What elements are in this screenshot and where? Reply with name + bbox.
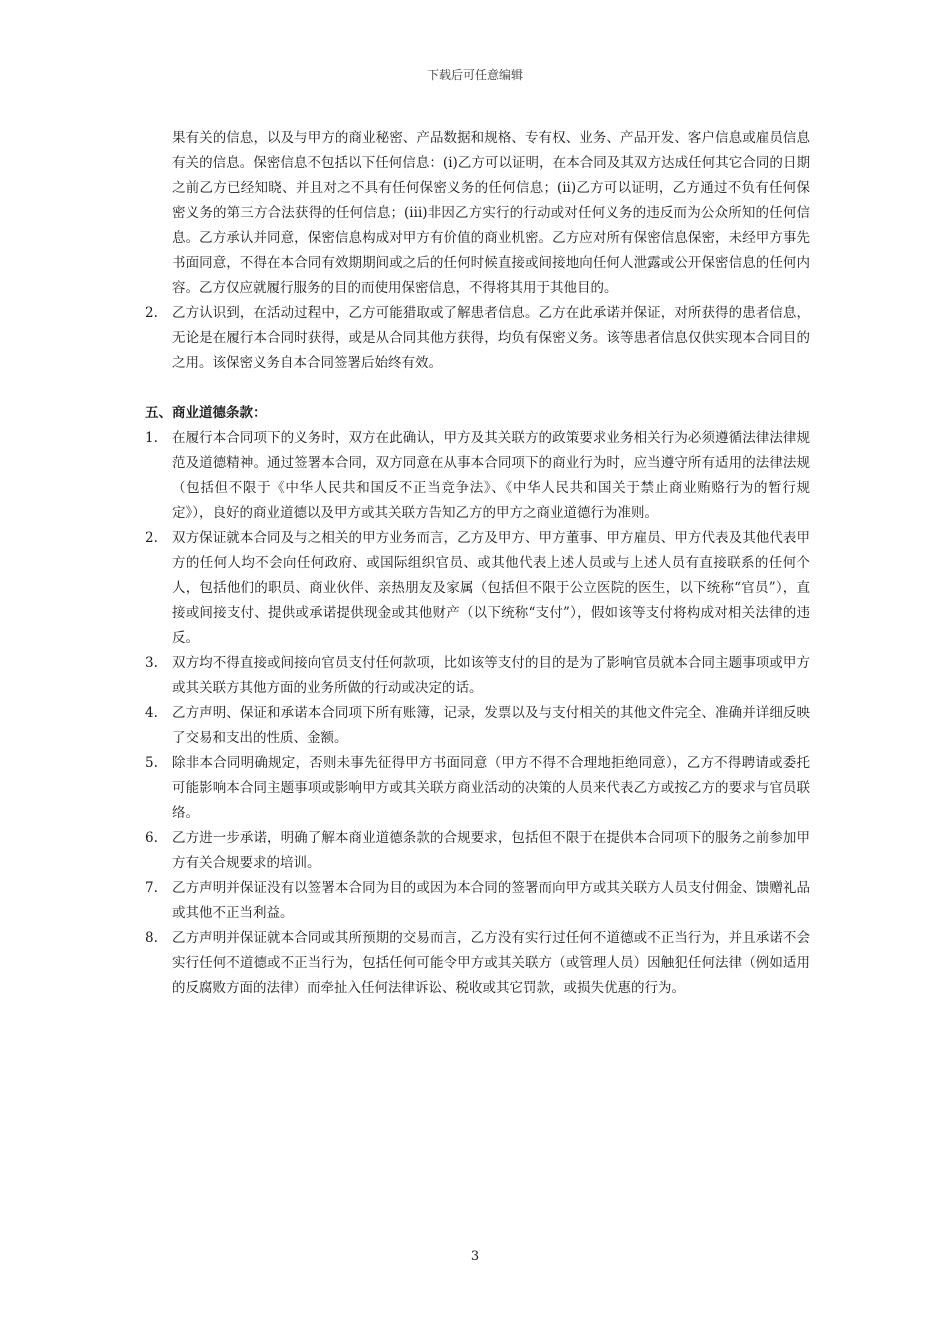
item-text: 乙方声明并保证就本合同或其所预期的交易而言，乙方没有实行过任何不道德或不正当行为，并且承诺不会实行任何不道德或不正当行为，包括任何可能令甲方或其关联方（或管理人员）因触犯任何法律（例如适用的反腐败方面的法律）而牵扯入任何法律诉讼、税收或其它罚款，或损失优惠的行为。	[172, 930, 810, 996]
item-number: 6.	[145, 830, 158, 846]
list-item	[145, 926, 810, 1001]
continuation-paragraph: 果有关的信息，以及与甲方的商业秘密、产品数据和规格、专有权、业务、产品开发、客户信息或雇员信息有关的信息。保密信息不包括以下任何信息：(i)乙方可以证明，在本合同及其双方达成任何其它合同的日期之前乙方已经知晓、并且对之不具有任何保密义务的任何信息；(ii)乙方可以证明，乙方通过不负有任何保密义务的第三方合法获得的任何信息；(iii)非因乙方实行的行动或对任何义务的违反而为公众所知的任何信息。乙方承认并同意，保密信息构成对甲方有价值的商业机密。乙方应对所有保密信息保密，未经甲方事先书面同意，不得在本合同有效期期间或之后的任何时候直接或间接地向任何人泄露或公开保密信息的任何内容。乙方仅应就履行服务的目的而使用保密信息，不得将其用于其他目的。	[172, 130, 810, 296]
list-item	[145, 826, 810, 876]
list-item	[145, 426, 810, 526]
item-text: 乙方声明并保证没有以签署本合同为目的或因为本合同的签署而向甲方或其关联方人员支付佣金、馈赠礼品或其他不正当利益。	[172, 880, 810, 921]
item-number: 3.	[145, 655, 158, 671]
list-item	[145, 651, 810, 701]
item-number: 5.	[145, 755, 158, 771]
item-number: 1.	[145, 430, 158, 446]
item-text: 双方保证就本合同及与之相关的甲方业务而言，乙方及甲方、甲方董事、甲方雇员、甲方代表及其他代表甲方的任何人均不会向任何政府、或国际组织官员、或其他代表上述人员或与上述人员有直接联系的任何个人，包括他们的职员、商业伙伴、亲热朋友及家属（包括但不限于公立医院的医生，以下统称“官员”），直接或间接支付、提供或承诺提供现金或其他财产（以下统称“支付”），假如该等支付将构成对相关法律的违反。	[172, 530, 810, 646]
list-item	[145, 751, 810, 826]
item-text: 在履行本合同项下的义务时，双方在此确认，甲方及其关联方的政策要求业务相关行为必须遵循法律法律规范及道德精神。通过签署本合同，双方同意在从事本合同项下的商业行为时，应当遵守所有适用的法律法规（包括但不限于《中华人民共和国反不正当竞争法》、《中华人民共和国关于禁止商业贿赂行为的暂行规定》），良好的商业道德以及甲方或其关联方告知乙方的甲方之商业道德行为准则。	[172, 430, 810, 521]
list-item	[145, 876, 810, 926]
list-item	[145, 526, 810, 651]
document-body	[145, 126, 810, 1001]
item-number: 2.	[145, 305, 158, 321]
list-item	[145, 701, 810, 751]
item-text: 双方均不得直接或间接向官员支付任何款项，比如该等支付的目的是为了影响官员就本合同主题事项或甲方或其关联方其他方面的业务所做的行动或决定的话。	[172, 655, 810, 696]
item-text: 乙方进一步承诺，明确了解本商业道德条款的合规要求，包括但不限于在提供本合同项下的服务之前参加甲方有关合规要求的培训。	[172, 830, 810, 871]
item-text: 乙方认识到，在活动过程中，乙方可能猎取或了解患者信息。乙方在此承诺并保证，对所获得的患者信息，无论是在履行本合同时获得，或是从合同其他方获得，均负有保密义务。该等患者信息仅供实现本合同目的之用。该保密义务自本合同签署后始终有效。	[172, 305, 810, 371]
item-text: 乙方声明、保证和承诺本合同项下所有账簿，记录，发票以及与支付相关的其他文件完全、准确并详细反映了交易和支出的性质、金额。	[172, 705, 810, 746]
section-heading: 五、商业道德条款：	[145, 405, 267, 421]
item-number: 8.	[145, 930, 158, 946]
page-number: 3	[470, 1249, 480, 1264]
list-item	[145, 301, 810, 376]
page-header: 下载后可任意编辑	[426, 68, 523, 82]
item-number: 4.	[145, 705, 158, 721]
item-text: 除非本合同明确规定，否则未事先征得甲方书面同意（甲方不得不合理地拒绝同意），乙方不得聘请或委托可能影响本合同主题事项或影响甲方或其关联方商业活动的决策的人员来代表乙方或按乙方的要求与官员联络。	[172, 755, 810, 821]
item-number: 7.	[145, 880, 158, 896]
item-number: 2.	[145, 530, 158, 546]
